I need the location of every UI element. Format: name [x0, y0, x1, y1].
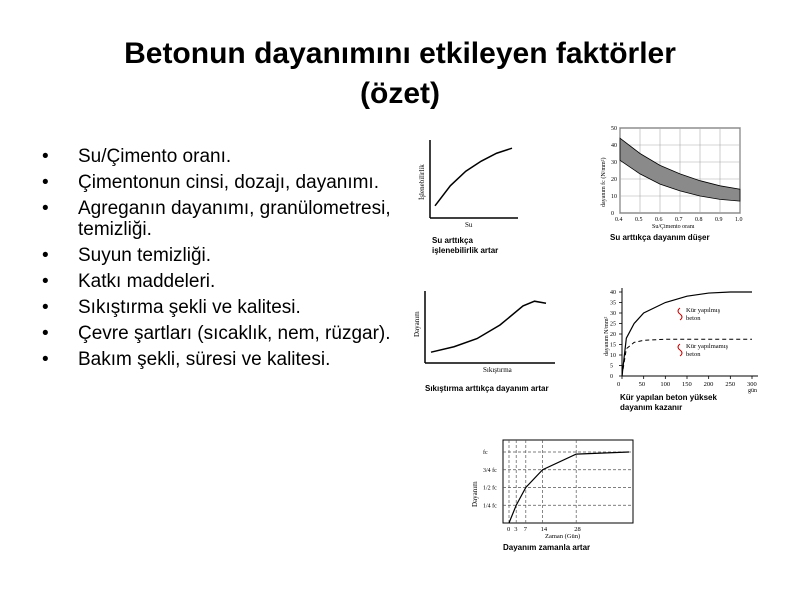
workability-chart — [410, 130, 530, 265]
x-tick-label: 0 — [507, 526, 511, 533]
list-item — [42, 172, 392, 193]
list-item-text: Agreganın dayanımı, granülometresi, temizliği. — [78, 198, 391, 240]
list-item — [42, 323, 392, 344]
x-tick-label: 50 — [638, 381, 646, 388]
chart-caption — [620, 393, 717, 412]
x-tick-label: 1.0 — [735, 217, 743, 223]
y-tick-label: 40 — [610, 290, 616, 296]
x-axis-label: Sıkıştırma — [483, 366, 512, 374]
legend — [678, 307, 729, 358]
time-chart — [455, 435, 640, 560]
factor-list — [42, 146, 392, 375]
y-tick-label: 0 — [611, 211, 614, 217]
x-unit-label: gün — [748, 388, 757, 394]
ticks — [610, 290, 757, 394]
list-item-text: Suyun temizliği. — [78, 245, 212, 266]
y-tick-label: 25 — [610, 321, 616, 328]
y-tick-label: 40 — [611, 143, 617, 149]
y-axis-label: İşlenebilirlik — [418, 164, 426, 200]
list-item — [42, 297, 392, 318]
y-tick-label: 5 — [610, 363, 613, 370]
legend-label-line-1: Kür yapılmamış — [686, 343, 729, 350]
list-item-text: Bakım şekli, süresi ve kalitesi. — [78, 349, 331, 370]
y-axis-label: dayanım N/mm² — [604, 316, 610, 356]
y-tick-label: 10 — [611, 194, 617, 200]
series-cured — [622, 292, 752, 376]
bullet-icon: • — [42, 146, 49, 167]
legend-label — [686, 343, 729, 358]
y-tick-label: 50 — [611, 126, 617, 132]
x-tick-label: 14 — [540, 526, 548, 533]
list-item-text: Çimentonun cinsi, dozajı, dayanımı. — [78, 172, 379, 193]
legend-label-line-2: beton — [686, 315, 701, 322]
x-tick-label: 150 — [682, 381, 692, 388]
chart-caption-line-1: Kür yapılan beton yüksek — [620, 393, 717, 402]
chart-caption-line-2: dayanım kazanır — [620, 403, 683, 412]
chart-caption-line-1: Su arttıkça — [432, 236, 473, 245]
list-item-text: Katkı maddeleri. — [78, 271, 216, 292]
title-line-1: Betonun dayanımını etkileyen faktörler — [124, 37, 676, 70]
y-tick-labels — [483, 449, 497, 509]
x-tick-label: 300 — [747, 381, 757, 388]
x-tick-label: 100 — [660, 381, 671, 388]
y-axis-label: Dayanım — [413, 311, 421, 337]
x-tick-label: 0.6 — [655, 217, 663, 223]
legend-bracket-icon — [678, 344, 682, 356]
slide-title — [0, 34, 800, 114]
y-tick-labels — [611, 126, 617, 217]
chart-caption — [425, 384, 549, 393]
x-tick-labels — [507, 526, 581, 533]
y-tick-label: 1/4 fc — [483, 503, 497, 510]
y-tick-label: 20 — [611, 177, 617, 183]
bullet-icon: • — [42, 323, 49, 344]
chart-caption-line-2: işlenebilirlik artar — [432, 246, 499, 255]
x-axis-label: Su/Çimento oranı — [652, 224, 695, 230]
bullet-icon: • — [42, 297, 49, 318]
x-tick-label: 200 — [703, 381, 714, 388]
wc-ratio-chart — [580, 122, 750, 247]
legend-label — [686, 307, 721, 322]
legend-bracket-icon — [678, 308, 682, 320]
list-item-text: Su/Çimento oranı. — [78, 146, 232, 167]
y-tick-label: fc — [483, 450, 488, 456]
y-tick-label: 30 — [611, 160, 617, 166]
x-tick-label: 28 — [574, 526, 581, 533]
x-tick-labels — [615, 217, 743, 223]
y-tick-label: 0 — [610, 374, 613, 380]
bullet-icon: • — [42, 349, 49, 370]
y-axis-label: dayanım fc (N/mm²) — [601, 157, 607, 207]
legend-label-line-1: Kür yapılmış — [686, 307, 721, 314]
x-axis-label: Su — [465, 221, 473, 229]
chart-caption: Su arttıkça dayanım düşer — [610, 233, 710, 242]
series-line — [435, 148, 512, 206]
list-item — [42, 349, 392, 370]
y-tick-label: 3/4 fc — [483, 467, 497, 474]
x-tick-label: 0.8 — [695, 217, 703, 223]
x-tick-label: 0.5 — [635, 217, 643, 223]
chart-caption-line-1: Sıkıştırma arttıkça dayanım artar — [425, 384, 549, 393]
x-tick-label: 0.9 — [715, 217, 723, 223]
bullet-icon: • — [42, 198, 49, 219]
x-tick-label: 0.7 — [675, 217, 683, 223]
y-tick-label: 35 — [610, 300, 616, 307]
y-tick-label: 1/2 fc — [483, 485, 497, 492]
list-item-text: Sıkıştırma şekli ve kalitesi. — [78, 297, 301, 318]
legend-label-line-2: beton — [686, 351, 701, 358]
list-item — [42, 245, 392, 266]
chart-caption: Dayanım zamanla artar — [503, 543, 591, 552]
x-tick-label: 0 — [617, 381, 621, 388]
bullet-icon: • — [42, 172, 49, 193]
y-axis-label: Dayanım — [471, 481, 479, 507]
curing-chart — [600, 282, 780, 417]
y-tick-label: 30 — [610, 311, 616, 317]
x-tick-label: 3 — [514, 526, 518, 533]
x-tick-label: 0.4 — [615, 217, 623, 223]
y-tick-label: 15 — [610, 342, 616, 349]
list-item — [42, 198, 392, 240]
y-tick-label: 10 — [610, 353, 616, 359]
list-item — [42, 271, 392, 292]
compaction-chart — [405, 285, 570, 410]
bullet-icon: • — [42, 245, 49, 266]
y-tick-label: 20 — [610, 332, 616, 338]
series-line — [431, 301, 546, 352]
title-line-2: (özet) — [360, 77, 440, 110]
x-tick-label: 7 — [523, 526, 528, 533]
list-item-text: Çevre şartları (sıcaklık, nem, rüzgar). — [78, 323, 391, 344]
chart-caption — [432, 236, 498, 255]
bullet-icon: • — [42, 271, 49, 292]
list-item — [42, 146, 392, 167]
x-axis-label: Zaman (Gün) — [545, 533, 581, 540]
x-tick-label: 250 — [725, 381, 736, 388]
